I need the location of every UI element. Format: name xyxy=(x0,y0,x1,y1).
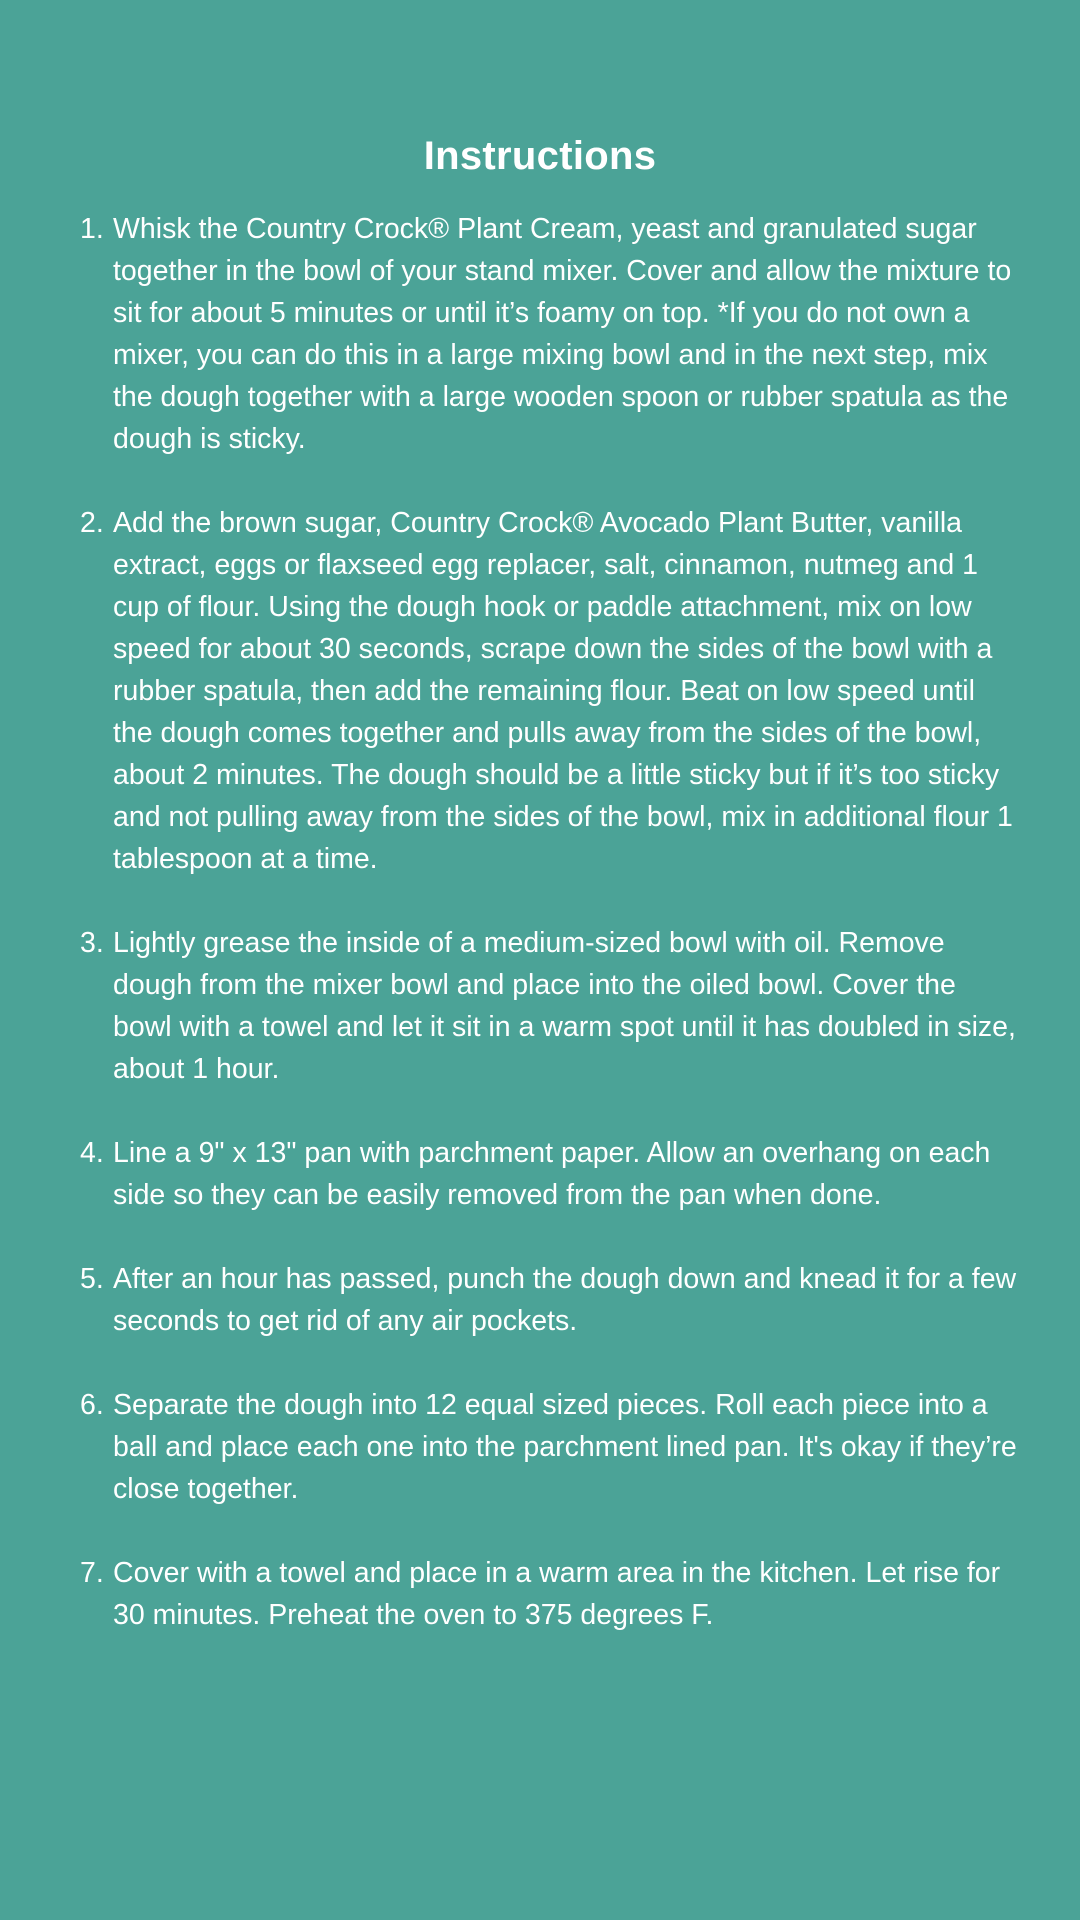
step-number: 1. xyxy=(80,213,104,245)
instruction-step-1 xyxy=(80,208,1020,460)
instruction-step-7 xyxy=(80,1552,1020,1636)
step-text: Line a 9" x 13" pan with parchment paper. Allow an overhang on each side so they can be easily removed from the pan when done. xyxy=(113,1137,991,1211)
step-text: Cover with a towel and place in a warm area in the kitchen. Let rise for 30 minutes. Preheat the oven to 375 degrees F. xyxy=(113,1557,1001,1631)
step-text: After an hour has passed, punch the dough down and knead it for a few seconds to get rid of any air pockets. xyxy=(113,1263,1017,1337)
step-number: 3. xyxy=(80,927,104,959)
step-number: 7. xyxy=(80,1557,104,1589)
step-number: 5. xyxy=(80,1263,104,1295)
instruction-step-3 xyxy=(80,922,1020,1090)
step-text: Separate the dough into 12 equal sized pieces. Roll each piece into a ball and place each one into the parchment lined pan. It's okay if they’re close together. xyxy=(113,1389,1017,1505)
step-text: Whisk the Country Crock® Plant Cream, yeast and granulated sugar together in the bowl of your stand mixer. Cover and allow the mixture to sit for about 5 minutes or until it’s foamy on top. *If you do not own a mixer, you can do this in a large mixing bowl and in the next step, mix the dough together with a large wooden spoon or rubber spatula as the dough is sticky. xyxy=(113,213,1012,455)
step-number: 2. xyxy=(80,507,104,539)
page-title: Instructions xyxy=(423,134,657,178)
instruction-step-2 xyxy=(80,502,1020,880)
instruction-step-6 xyxy=(80,1384,1020,1510)
step-text: Lightly grease the inside of a medium-sized bowl with oil. Remove dough from the mixer bowl and place into the oiled bowl. Cover the bowl with a towel and let it sit in a warm spot until it has doubled in size, about 1 hour. xyxy=(113,927,1016,1085)
step-number: 4. xyxy=(80,1137,104,1169)
instruction-list xyxy=(80,208,1020,1678)
step-number: 6. xyxy=(80,1389,104,1421)
instruction-step-4 xyxy=(80,1132,1020,1216)
instruction-step-5 xyxy=(80,1258,1020,1342)
step-text: Add the brown sugar, Country Crock® Avocado Plant Butter, vanilla extract, eggs or flaxseed egg replacer, salt, cinnamon, nutmeg and 1 cup of flour. Using the dough hook or paddle attachment, mix on low speed for about 30 seconds, scrape down the sides of the bowl with a rubber spatula, then add the remaining flour. Beat on low speed until the dough comes together and pulls away from the sides of the bowl, about 2 minutes. The dough should be a little sticky but if it’s too sticky and not pulling away from the sides of the bowl, mix in additional flour 1 tablespoon at a time. xyxy=(113,507,1013,875)
